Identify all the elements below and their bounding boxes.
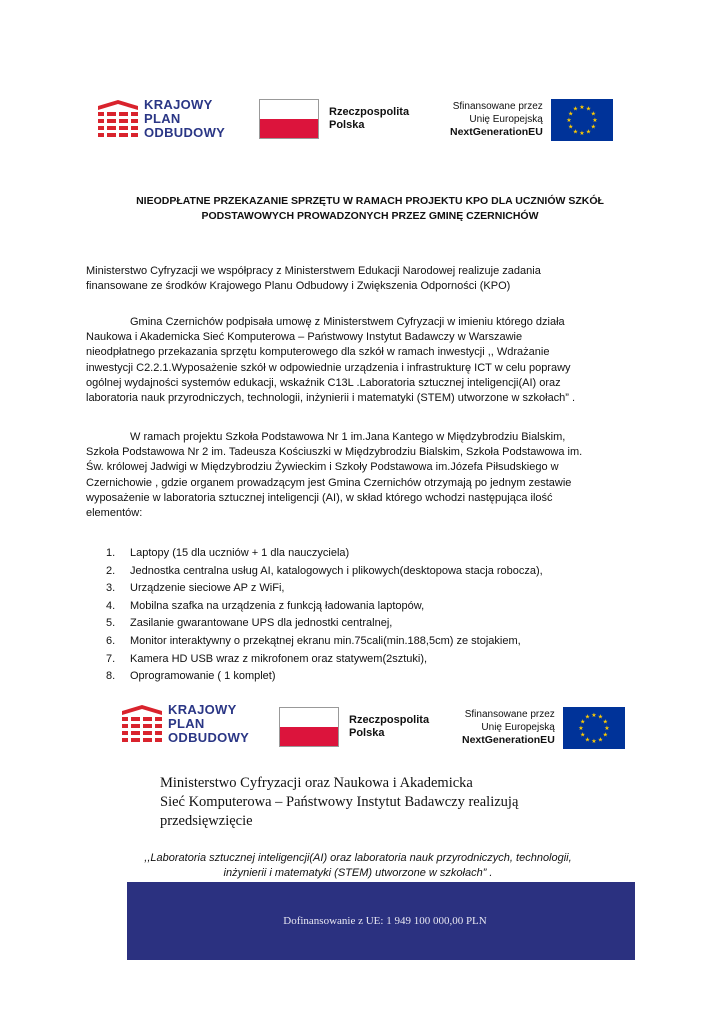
svg-text:★: ★ xyxy=(584,736,590,744)
paragraph-line: wyposażenie w laboratoria sztucznej inteligencji (AI), w skład którego wchodzi następująca ilość xyxy=(86,491,553,504)
poster-quote-line: ,,Laboratoria sztucznej inteligencji(AI) oraz laboratoria nauk przyrodniczych, technologii, xyxy=(144,852,572,864)
eu-line-2: Unię Europejską xyxy=(481,721,555,733)
equipment-list xyxy=(106,545,543,686)
list-text: Zasilanie gwarantowane UPS dla jednostki centralnej, xyxy=(130,617,393,630)
rp-line-1: Rzeczpospolita xyxy=(349,714,430,726)
list-item xyxy=(106,615,543,633)
paragraph-line: W ramach projektu Szkoła Podstawowa Nr 1 im.Jana Kantego w Międzybrodziu Bialskim, xyxy=(130,431,566,443)
list-item xyxy=(106,563,543,581)
svg-text:★: ★ xyxy=(566,117,572,124)
eu-flag-icon xyxy=(551,99,613,141)
funding-banner xyxy=(127,882,635,960)
agreement-paragraph xyxy=(86,315,641,406)
svg-text:★: ★ xyxy=(579,104,585,111)
poster-heading-line: Sieć Komputerowa – Państwowy Instytut Badawczy realizują xyxy=(160,794,519,810)
kpo-wordmark xyxy=(144,98,225,140)
svg-text:★: ★ xyxy=(602,718,608,726)
eu-line-3: NextGenerationEU xyxy=(462,734,555,747)
title-line-1: NIEODPŁATNE PRZEKAZANIE SPRZĘTU W RAMACH PROJEKTU KPO DLA UCZNIÓW SZKÓŁ xyxy=(136,195,604,207)
list-number: 3. xyxy=(106,582,116,595)
poster-heading-line: Ministerstwo Cyfryzacji oraz Naukowa i Akademicka xyxy=(160,775,473,791)
svg-text:★: ★ xyxy=(572,105,578,113)
kpo-line-2: PLAN xyxy=(168,716,205,731)
list-text: Urządzenie sieciowe AP z WiFi, xyxy=(130,582,285,595)
svg-text:★: ★ xyxy=(597,736,603,744)
eu-flag-icon xyxy=(563,707,625,749)
list-item xyxy=(106,651,543,669)
svg-text:★: ★ xyxy=(602,731,608,739)
paragraph-line: ogólnej wydajności systemów edukacji, wskaźnik C13L .Laboratoria sztucznej inteligencji(AI) oraz xyxy=(86,376,561,389)
rp-wordmark xyxy=(349,714,429,740)
svg-text:★: ★ xyxy=(578,725,584,732)
svg-text:★: ★ xyxy=(585,128,591,136)
rp-logo-bottom xyxy=(279,707,429,747)
list-text: Jednostka centralna usług AI, katalogowych i plikowych(desktopowa stacja robocza), xyxy=(130,564,543,577)
eu-logo-bottom xyxy=(462,707,625,749)
list-text: Mobilna szafka na urządzenia z funkcją ładowania laptopów, xyxy=(130,599,425,612)
eu-wordmark xyxy=(450,101,543,139)
kpo-logo xyxy=(98,98,225,140)
svg-text:★: ★ xyxy=(585,105,591,113)
svg-text:★: ★ xyxy=(584,713,590,721)
eu-logo xyxy=(450,99,613,141)
rp-wordmark xyxy=(329,106,409,132)
kpo-emblem-icon xyxy=(122,705,162,743)
list-text: Laptopy (15 dla uczniów + 1 dla nauczyciela) xyxy=(130,547,350,559)
poster-quote xyxy=(108,851,608,881)
paragraph-line: elementów: xyxy=(86,507,143,520)
paragraph-line: Św. królowej Jadwigi w Międzybrodziu Żywieckim i Szkoły Podstawowa im.Józefa Piłsudskiego w xyxy=(86,461,559,474)
list-number: 8. xyxy=(106,670,116,683)
list-number: 2. xyxy=(106,564,116,577)
paragraph-line: Czernichowie , gdzie organem prowadzącym jest Gmina Czernichów otrzymają po jednym zestawie xyxy=(86,476,572,489)
list-text: Oprogramowanie ( 1 komplet) xyxy=(130,670,276,683)
svg-text:★: ★ xyxy=(591,712,597,719)
poster-heading xyxy=(160,774,518,831)
svg-text:★: ★ xyxy=(590,110,596,118)
rp-line-1: Rzeczpospolita xyxy=(329,106,410,118)
title-line-2: PODSTAWOWYCH PROWADZONYCH PRZEZ GMINĘ CZERNICHÓW xyxy=(201,210,539,222)
list-item xyxy=(106,668,543,686)
eu-line-2: Unię Europejską xyxy=(469,113,543,125)
paragraph-line: finansowane ze środków Krajowego Planu Odbudowy i Zwiększenia Odporności (KPO) xyxy=(86,280,511,293)
eu-line-1: Sfinansowane przez xyxy=(452,101,543,113)
rp-line-2: Polska xyxy=(329,119,365,131)
eu-wordmark xyxy=(462,709,555,747)
kpo-line-1: KRAJOWY xyxy=(168,702,237,717)
svg-text:★: ★ xyxy=(579,731,586,739)
svg-text:★: ★ xyxy=(604,725,610,732)
list-item xyxy=(106,580,543,598)
funding-amount: Dofinansowanie z UE: 1 949 100 000,00 PLN xyxy=(283,915,487,927)
svg-text:★: ★ xyxy=(567,110,574,118)
svg-text:★: ★ xyxy=(590,123,596,131)
polish-flag-icon xyxy=(259,99,319,139)
svg-text:★: ★ xyxy=(597,713,603,721)
polish-flag-icon xyxy=(279,707,339,747)
svg-text:★: ★ xyxy=(592,117,598,124)
list-number: 5. xyxy=(106,617,116,630)
kpo-logo-bottom xyxy=(122,703,249,745)
list-text: Kamera HD USB wraz z mikrofonem oraz statywem(2sztuki), xyxy=(130,652,428,665)
list-item xyxy=(106,633,543,651)
document-title xyxy=(110,194,630,224)
eu-line-3: NextGenerationEU xyxy=(450,126,543,139)
paragraph-line: Ministerstwo Cyfryzacji we współpracy z Ministerstwem Edukacji Narodowej realizuje zadania xyxy=(86,265,541,277)
paragraph-line: Naukowa i Akademicka Sieć Komputerowa – Państwowy Instytut Badawczy w Warszawie xyxy=(86,331,523,344)
kpo-wordmark xyxy=(168,703,249,745)
intro-paragraph xyxy=(86,264,641,294)
paragraph-line: inwestycji C2.2.1.Wyposażenie szkół w odpowiednie urządzenia i infrastrukturę ICT w celu poprawy xyxy=(86,361,571,374)
list-number: 4. xyxy=(106,599,116,612)
rp-logo xyxy=(259,99,409,139)
paragraph-line: laboratoria nauk przyrodniczych, technologii, inżynierii i matematyki (STEM) utworzone w szkołach” . xyxy=(86,392,576,405)
svg-text:★: ★ xyxy=(572,128,578,136)
svg-text:★: ★ xyxy=(567,123,574,131)
eu-line-1: Sfinansowane przez xyxy=(464,709,555,721)
svg-text:★: ★ xyxy=(579,718,586,726)
svg-text:★: ★ xyxy=(591,738,597,745)
kpo-line-3: ODBUDOWY xyxy=(168,730,250,745)
rp-line-2: Polska xyxy=(349,727,385,739)
project-paragraph xyxy=(86,430,641,521)
poster-heading-line: przedsięwzięcie xyxy=(160,813,253,829)
poster-quote-line: inżynierii i matematyki (STEM) utworzone w szkołach” . xyxy=(223,867,493,879)
kpo-emblem-icon xyxy=(98,100,138,138)
kpo-line-1: KRAJOWY xyxy=(144,97,213,112)
list-number: 7. xyxy=(106,652,116,665)
list-number: 6. xyxy=(106,634,116,647)
kpo-line-3: ODBUDOWY xyxy=(144,125,226,140)
paragraph-line: Szkoła Podstawowa Nr 2 im. Tadeusza Kościuszki w Międzybrodziu Bialskim, Szkoła Podstawowa im. xyxy=(86,446,583,459)
svg-text:★: ★ xyxy=(579,130,585,137)
list-number: 1. xyxy=(106,547,116,559)
list-item xyxy=(106,598,543,616)
paragraph-line: Gmina Czernichów podpisała umowę z Ministerstwem Cyfryzacji w imieniu którego działa xyxy=(130,316,565,328)
list-item xyxy=(106,545,543,563)
list-text: Monitor interaktywny o przekątnej ekranu min.75cali(min.188,5cm) ze stojakiem, xyxy=(130,634,521,647)
kpo-line-2: PLAN xyxy=(144,111,181,126)
paragraph-line: nieodpłatnego przekazania sprzętu komputerowego dla szkół w ramach inwestycji ,, Wdrażanie xyxy=(86,346,550,359)
